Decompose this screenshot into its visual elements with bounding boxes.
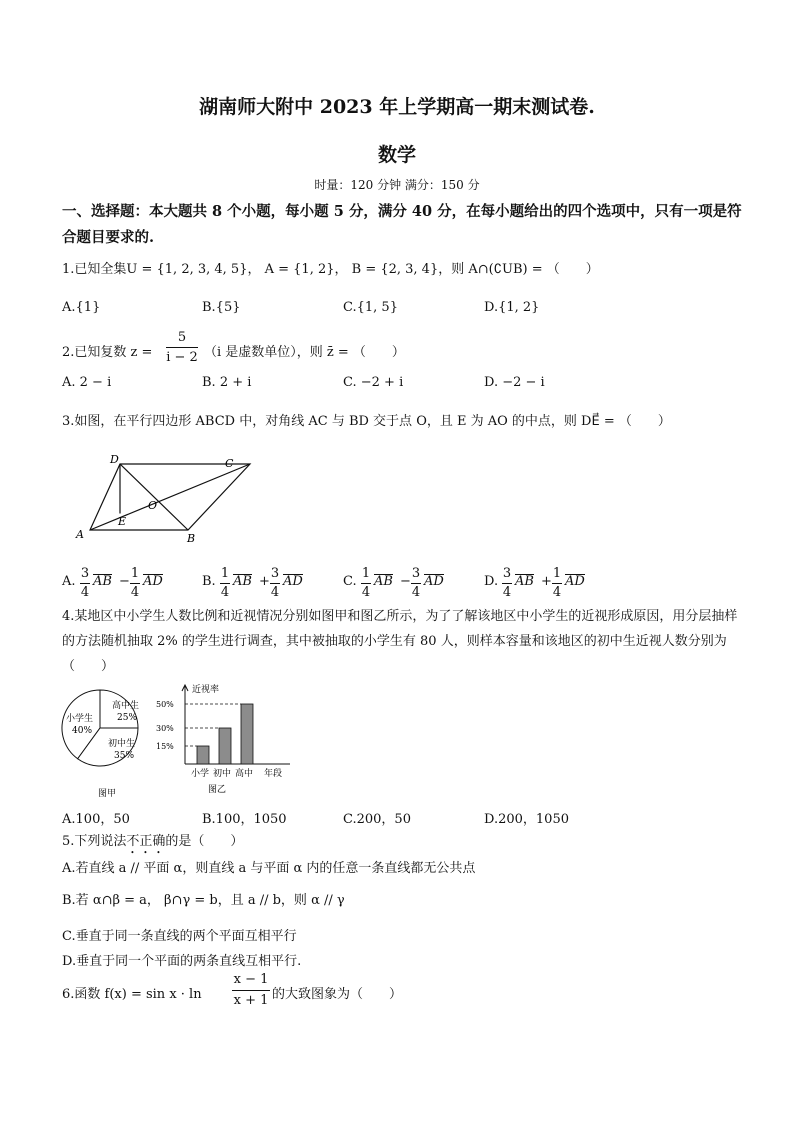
question-2-prefix: 2.已知复数 z = xyxy=(62,345,153,360)
x-axis-label: 年段 xyxy=(264,769,283,779)
q2-option-d: D. −2 − i xyxy=(484,375,545,390)
question-6-prefix: 6.函数 f(x) = sin x · ln xyxy=(62,987,202,1002)
category-label-0: 小学 xyxy=(191,769,210,779)
label-e: E xyxy=(118,515,127,528)
q4-option-a: A.100，50 xyxy=(62,812,130,827)
pie-caption: 图甲 xyxy=(98,789,117,798)
pie-chart xyxy=(60,688,160,798)
q6-frac-num: x − 1 xyxy=(233,972,269,987)
y-axis-label: 近视率 xyxy=(192,685,220,695)
q2-option-c: C. −2 + i xyxy=(343,375,404,390)
pie-pct-senior: 25% xyxy=(117,713,138,723)
label-o: O xyxy=(148,499,158,512)
pie-label-primary: 小学生 xyxy=(66,714,94,724)
q5-option-d: D.垂直于同一个平面的两条直线互相平行. xyxy=(62,954,302,969)
label-b: B xyxy=(187,532,196,545)
label-a: A xyxy=(76,528,84,541)
diagonal-ac xyxy=(90,464,250,530)
q1-option-b: B.{5} xyxy=(202,300,241,315)
q5-option-c: C.垂直于同一条直线的两个平面互相平行 xyxy=(62,929,297,944)
section-heading: 一、选择题：本大题共 8 个小题，每小题 5 分，满分 40 分，在每小题给出的四个选项中，只有一项是符合题目要求的. xyxy=(62,203,742,246)
question-2-suffix: （i 是虚数单位），则 z̄ = （ ） xyxy=(204,345,405,360)
q4-option-b: B.100，1050 xyxy=(202,812,287,827)
time-info: 时量：120 分钟 满分：150 分 xyxy=(314,178,480,192)
question-4-stem: 4.某地区中小学生人数比例和近视情况分别如图甲和图乙所示，为了了解该地区中小学生的近视形成原因，用分层抽样的方法随机抽取 2% 的学生进行调查，其中被抽取的小学生有 80 人，则样本容量和该地区的初中生近视人数分别为（ ） xyxy=(62,609,738,674)
parallelogram-figure xyxy=(70,450,260,545)
q4-option-d: D.200，1050 xyxy=(484,812,569,827)
bar-2 xyxy=(241,704,253,764)
label-c: C xyxy=(225,457,234,470)
category-label-1: 初中 xyxy=(213,769,232,779)
question-3-stem: 3.如图，在平行四边形 ABCD 中，对角线 AC 与 BD 交于点 O，且 E 为 AO 的中点，则 DE⃗ = （ ） xyxy=(62,414,671,429)
bar-0 xyxy=(197,746,209,764)
q1-option-a: A.{1} xyxy=(62,300,101,315)
bar-chart xyxy=(150,680,300,798)
q5-option-a: A.若直线 a // 平面 α，则直线 a 与平面 α 内的任意一条直线都无公共点 xyxy=(62,861,476,876)
q2-option-a: A. 2 − i xyxy=(62,375,112,390)
q4-option-c: C.200，50 xyxy=(343,812,411,827)
q6-frac-den: x + 1 xyxy=(233,993,269,1008)
q2-frac-bar xyxy=(166,347,198,348)
question-6-suffix: 的大致图象为（ ） xyxy=(272,987,403,1002)
exam-subject: 数学 xyxy=(377,144,416,166)
bar-1 xyxy=(219,728,231,764)
q3-option-c: C. 1 4 AB − 3 4 AD xyxy=(343,566,444,600)
q1-option-c: C.{1, 5} xyxy=(343,300,398,315)
y-tick-label-1: 30% xyxy=(156,724,174,733)
pie-pct-primary: 40% xyxy=(72,726,93,736)
label-d: D xyxy=(110,453,119,466)
question-1-stem: 1.已知全集U = {1, 2, 3, 4, 5}， A = {1, 2}， B = {2, 3, 4}，则 A∩(∁UB) = （ ） xyxy=(62,262,599,277)
pie-label-junior: 初中生 xyxy=(108,739,136,749)
q5-option-b: B.若 α∩β = a， β∩γ = b，且 a // b，则 α // γ xyxy=(62,893,345,908)
diagonal-bd xyxy=(120,464,188,530)
q3-option-d: D. 3 4 AB + 1 4 AD xyxy=(484,566,585,600)
bar-chart-caption: 图乙 xyxy=(208,785,227,795)
category-label-2: 高中 xyxy=(235,769,254,779)
q2-frac-num: 5 xyxy=(177,330,187,345)
q6-frac-bar xyxy=(232,990,270,991)
q3-option-b: B. 1 4 AB + 3 4 AD xyxy=(202,566,303,600)
y-tick-label-2: 50% xyxy=(156,700,174,709)
q2-frac-den: i − 2 xyxy=(166,350,198,365)
y-tick-label-0: 15% xyxy=(156,742,174,751)
pie-pct-junior: 35% xyxy=(114,751,135,761)
q3-option-a: A. 3 4 AB − 1 4 AD xyxy=(62,566,163,600)
q2-option-b: B. 2 + i xyxy=(202,375,252,390)
emphasis-not-correct: 不正确 xyxy=(126,834,166,849)
question-5-stem: 5.下列说法不正确的是（ ） xyxy=(62,834,244,849)
q1-option-d: D.{1, 2} xyxy=(484,300,540,315)
exam-title: 湖南师大附中 2023 年上学期高一期末测试卷. xyxy=(199,96,595,118)
pie-label-senior: 高中生 xyxy=(112,701,140,711)
